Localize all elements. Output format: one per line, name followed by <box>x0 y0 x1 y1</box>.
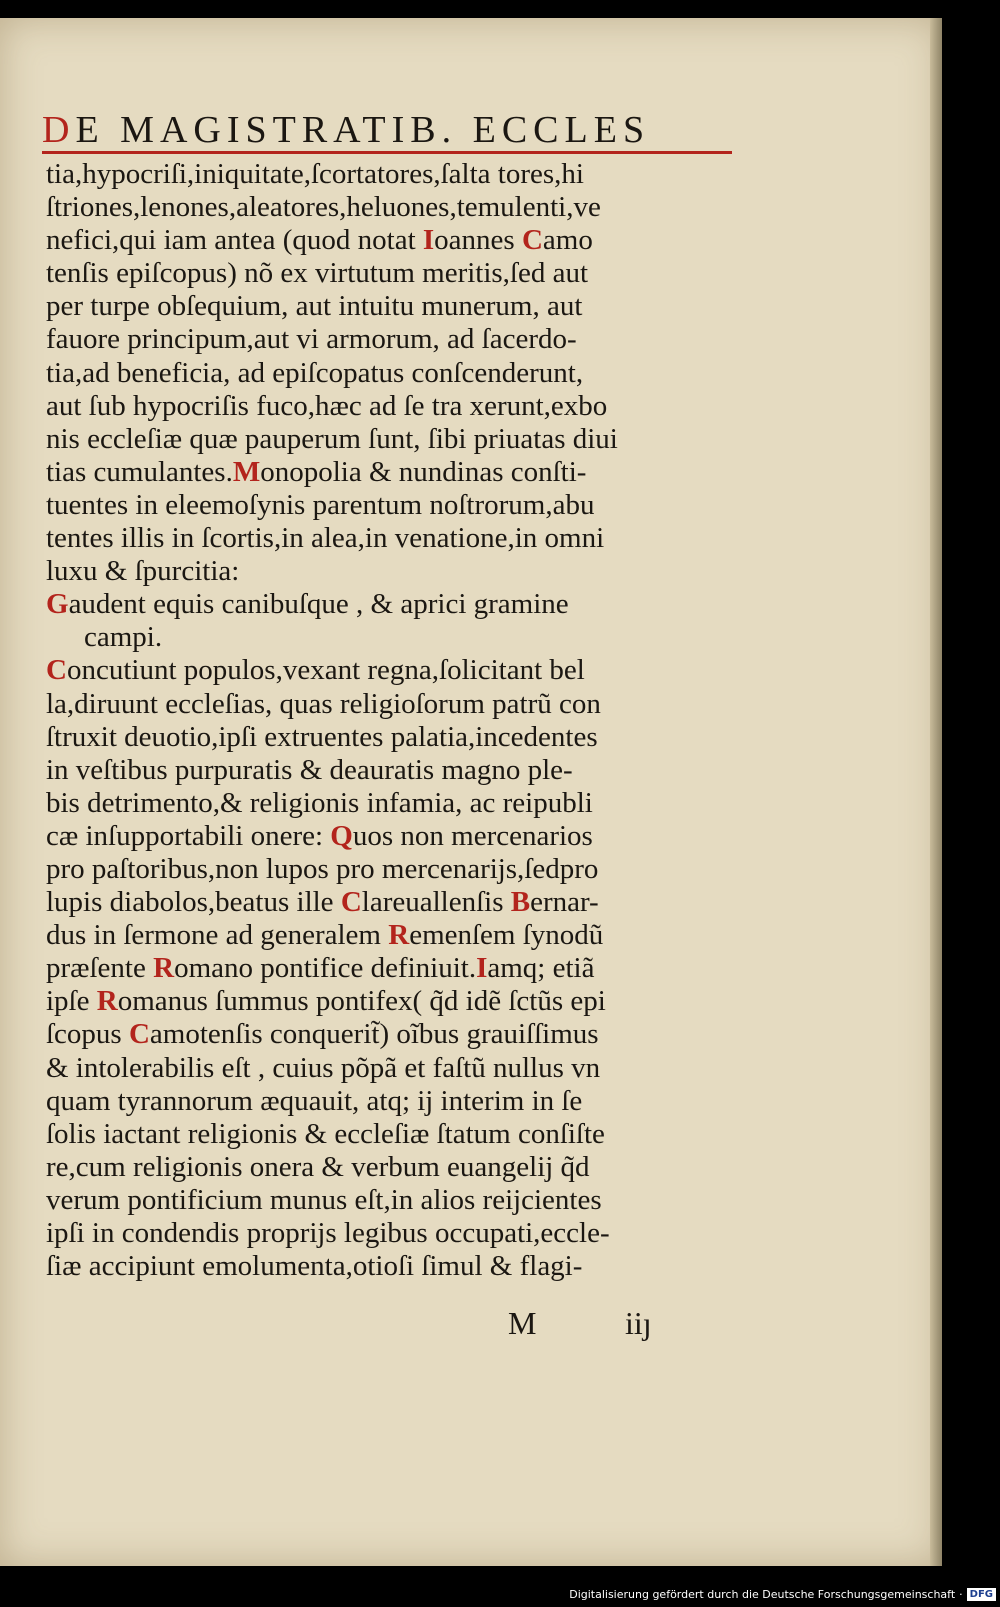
text-line <box>46 952 736 985</box>
rubricated-initial: I <box>476 952 488 985</box>
text-segment: ſtriones,lenones,aleatores,heluones,temulenti,ve <box>46 191 601 224</box>
text-segment: emenſem ſynodũ <box>409 919 604 952</box>
text-line <box>46 621 736 654</box>
text-line <box>46 1118 736 1151</box>
rubricated-initial: M <box>232 455 261 488</box>
text-line <box>46 754 736 787</box>
text-segment: amq; etiã <box>487 952 595 985</box>
text-segment: per turpe obſequium, aut intuitu munerum, aut <box>46 290 583 323</box>
signature-mark: M <box>508 1305 537 1341</box>
text-line <box>46 1184 736 1217</box>
text-line <box>46 390 736 423</box>
text-segment: ernar- <box>530 886 599 919</box>
text-segment: uos non mercenarios <box>352 819 593 852</box>
credit-text: Digitalisierung gefördert durch die Deutsche Forschungsgemeinschaft <box>569 1588 956 1601</box>
text-segment: la,diruunt eccleſias, quas religioſorum patrũ con <box>46 687 601 720</box>
rubricated-initial: C <box>340 886 362 919</box>
rubricated-initial: B <box>510 886 531 919</box>
text-segment: omanus ſummus pontifex( q̃d idẽ ſctũs epi <box>117 985 606 1018</box>
text-segment: ſiæ accipiunt emolumenta,otioſi ſimul & flagi- <box>46 1250 583 1283</box>
body-text <box>46 158 736 1283</box>
text-segment: fauore principum,aut vi armorum, ad ſacerdo- <box>46 323 577 356</box>
text-segment: verum pontificium munus eſt,in alios reĳcientes <box>46 1183 602 1216</box>
text-segment: bis detrimento,& religionis infamia, ac reipubli <box>46 786 593 819</box>
header-title: E MAGISTRATIB. ECCLES <box>75 109 651 151</box>
text-line <box>46 985 736 1018</box>
rubricated-initial: R <box>153 952 175 985</box>
text-line <box>46 456 736 489</box>
text-line <box>46 191 736 224</box>
text-segment: ſcopus <box>46 1018 129 1051</box>
rubricated-initial: C <box>521 224 543 257</box>
text-segment: tentes illis in ſcortis,in alea,in venatione,in omni <box>46 522 605 555</box>
text-segment: re,cum religionis onera & verbum euangelĳ q̃d <box>46 1150 590 1183</box>
text-segment: omano pontifice definiuit. <box>174 952 477 985</box>
rubricated-initial: R <box>96 985 118 1018</box>
text-line <box>46 886 736 919</box>
text-segment: nefici,qui iam antea (quod notat <box>46 224 423 257</box>
text-segment: nis eccleſiæ quæ pauperum ſunt, ſibi priuatas diui <box>46 422 618 455</box>
text-line <box>46 1052 736 1085</box>
rubricated-initial: C <box>46 654 67 687</box>
text-segment: in veſtibus purpuratis & deauratis magno ple- <box>46 753 573 786</box>
rubricated-initial: R <box>388 919 410 952</box>
text-line <box>46 158 736 191</box>
text-line <box>46 1217 736 1250</box>
rubricated-initial: Q <box>330 819 353 852</box>
text-segment: onopolia & nundinas conſti- <box>260 455 587 488</box>
text-line <box>46 853 736 886</box>
text-line <box>46 522 736 555</box>
text-line <box>46 919 736 952</box>
text-segment: & intolerabilis eſt , cuius põpã et faſtũ nullus vn <box>46 1051 601 1084</box>
text-segment: præſente <box>46 952 154 985</box>
text-segment: cæ inſupportabili onere: <box>46 819 331 852</box>
text-segment: tuentes in eleemoſynis parentum noſtrorum,abu <box>46 488 595 521</box>
text-line <box>46 357 736 390</box>
text-line <box>46 489 736 522</box>
text-segment: amo <box>542 224 593 257</box>
text-segment: tias cumulantes. <box>46 455 233 488</box>
text-segment: lareuallenſis <box>361 886 511 919</box>
text-line <box>46 423 736 456</box>
text-segment: lupis diabolos,beatus ille <box>46 886 341 919</box>
text-line <box>46 323 736 356</box>
running-header <box>42 108 732 152</box>
text-segment: dus in ſermone ad generalem <box>46 919 389 952</box>
text-line <box>46 654 736 687</box>
text-line <box>46 688 736 721</box>
folio-mark: iiȷ <box>625 1305 652 1341</box>
rubricated-initial: G <box>46 588 69 621</box>
text-segment: ſolis iactant religionis & eccleſiæ ſtatum conſiſte <box>46 1117 605 1150</box>
text-line <box>46 1151 736 1184</box>
text-segment: luxu & ſpurcitia: <box>46 555 240 588</box>
text-line <box>46 224 736 257</box>
text-line <box>46 588 736 621</box>
text-segment: audent equis canibuſque , & aprici gramine <box>68 588 569 621</box>
text-segment: tenſis epiſcopus) nõ ex virtutum meritis,ſed aut <box>46 257 589 290</box>
text-line <box>46 290 736 323</box>
text-line <box>46 787 736 820</box>
rubricated-initial: I <box>422 224 435 257</box>
text-segment: ſtruxit deuotio,ipſi extruentes palatia,incedentes <box>46 720 598 753</box>
text-segment: ipſi in condendis proprĳs legibus occupati,eccle- <box>46 1217 610 1249</box>
dfg-logo: DFG <box>967 1588 996 1601</box>
text-line <box>46 1018 736 1051</box>
text-line <box>46 555 736 588</box>
text-segment: tia,hypocriſi,iniquitate,ſcortatores,ſalta tores,hi <box>46 158 584 190</box>
rubricated-initial: C <box>128 1018 150 1051</box>
text-segment: amotenſis conquerit̃) oĩbus grauiſſimus <box>149 1018 599 1051</box>
text-segment: campi. <box>84 621 163 654</box>
text-line <box>46 721 736 754</box>
text-line <box>46 257 736 290</box>
text-segment: pro paſtoribus,non lupos pro mercenarĳs,ſedpro <box>46 852 599 885</box>
text-segment: quam tyrannorum æquauit, atq; ĳ interim in ſe <box>46 1084 583 1117</box>
text-line <box>46 820 736 853</box>
text-segment: tia,ad beneficia, ad epiſcopatus conſcenderunt, <box>46 356 584 389</box>
text-line <box>46 1085 736 1118</box>
text-segment: oannes <box>434 224 522 257</box>
header-initial: D <box>42 109 76 151</box>
text-segment: oncutiunt populos,vexant regna,ſolicitant bel <box>66 654 585 687</box>
digitization-credit: Digitalisierung gefördert durch die Deutsche Forschungsgemeinschaft · DFG <box>569 1588 996 1601</box>
header-rule <box>42 151 732 154</box>
page-edge <box>930 18 942 1566</box>
text-segment: aut ſub hypocriſis fuco,hæc ad ſe tra xerunt,exbo <box>46 389 608 422</box>
text-line <box>46 1250 736 1283</box>
text-segment: ipſe <box>46 985 97 1018</box>
